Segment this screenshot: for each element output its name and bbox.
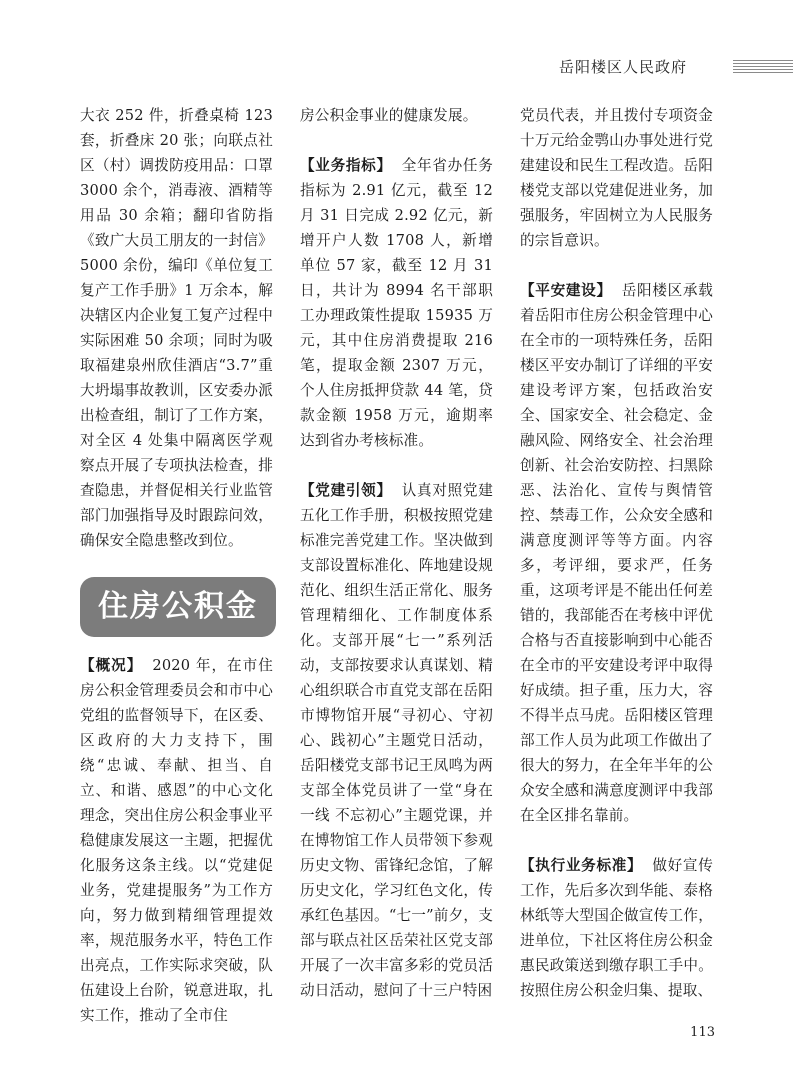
paragraph-text: 认真对照党建五化工作手册，积极按照党建标准完善党建工作。坚决做到支部设置标准化、阵地建设规范化、组织生活正常化、服务管理精细化、工作制度体系化。支部开展“七一”系列活动，支部按要求认真谋划、精心组织联合市直党支部在岳阳市博物馆开展“寻初心、守初心、践初心”主题党日活动，岳阳楼党支部书记王凤鸣为两支部全体党员讲了一堂“身在一线 不忘初心”主题党课，并在博物馆工作人员带领下参观历史文物、雷锋纪念馆，了解历史文化，学习红色文化，传承红色基因。“七一”前夕，支部与联点社区岳荣社区党支部开展了一次丰富多彩的党员活动日活动，慰问了十三户特困: [300, 482, 493, 999]
paragraph-tag: 【执行业务标准】: [520, 857, 643, 874]
paragraph-tag: 【平安建设】: [520, 282, 612, 299]
paragraph-text: 做好宣传工作，先后多次到华能、泰格林纸等大型国企做宣传工作，进单位，下社区将住房公积金惠民政策送到缴存职工手中。按照住房公积金归集、提取、: [520, 857, 713, 999]
column-right: [520, 103, 713, 1003]
page-number: 113: [690, 1025, 715, 1040]
column-left: [80, 103, 273, 1028]
paragraph-overview: [80, 653, 273, 1028]
paragraph-tag: 【业务指标】: [300, 157, 392, 174]
paragraph-business-standards: [520, 853, 713, 1003]
paragraph-safety-construction: [520, 278, 713, 828]
paragraph-text: 2020 年，在市住房公积金管理委员会和市中心党组的监督领导下，在区委、区政府的大力支持下，围绕“忠诚、奉献、担当、自立、和谐、感恩”的中心文化理念，突出住房公积金事业平稳健康发展这一主题，把握优化服务这条主线。以“党建促业务，党建提服务”为工作方向，努力做到精细管理提效率，规范服务水平，特色工作出亮点，工作实际求突破，队伍建设上台阶，锐意进取，扎实工作，推动了全市住: [80, 657, 273, 1024]
paragraph: 大衣 252 件，折叠桌椅 123 套，折叠床 20 张；向联点社区（村）调拨防疫用品：口罩 3000 余个，消毒液、酒精等用品 30 余箱；翻印省防指《致广大员工朋友的一封信》5000 余份，编印《单位复工复产工作手册》1 万余本，解决辖区内企业复工复产过程中实际困难 50 余项；同时为吸取福建泉州欣佳酒店“3.7”重大坍塌事故教训，区安委办派出检查组，制订了工作方案，对全区 4 处集中隔离医学观察点开展了专项执法检查，排查隐患，并督促相关行业监管部门加强指导及时跟踪问效，确保安全隐患整改到位。: [80, 107, 273, 549]
page-header: [0, 0, 793, 92]
paragraph-tag: 【概况】: [80, 657, 143, 674]
paragraph-text: 全年省办任务指标为 2.91 亿元，截至 12 月 31 日完成 2.92 亿元，新增开户人数 1708 人，新增单位 57 家，截至 12 月 31 日，共计为 8994 名干部职工办理政策性提取 15935 万元，其中住房消费提取 216 笔，提取金额 2307 万元，个人住房抵押贷款 44 笔，贷款金额 1958 万元，逾期率达到省办考核标准。: [300, 157, 493, 449]
paragraph: 房公积金事业的健康发展。: [300, 107, 478, 124]
paragraph-text: 岳阳楼区承载着岳阳市住房公积金管理中心在全市的一项特殊任务，岳阳楼区平安办制订了详细的平安建设考评方案，包括政治安全、国家安全、社会稳定、金融风险、网络安全、社会治理创新、社会治安防控、扫黑除恶、法治化、宣传与舆情管控、禁毒工作，公众安全感和满意度测评等等方面。内容多，考评细，要求严，任务重，这项考评是不能出任何差错的，我部能否在考核中评优合格与否直接影响到中心能否在全市的平安建设考评中取得好成绩。担子重，压力大，容不得半点马虎。岳阳楼区管理部工作人员为此项工作做出了很大的努力，在全年半年的公众安全感和满意度测评中我部在全区排名靠前。: [520, 282, 713, 824]
section-title: 住房公积金: [80, 577, 276, 637]
header-rule-decoration: [733, 60, 793, 74]
paragraph-party-building: [300, 478, 493, 1003]
paragraph: 党员代表，并且拨付专项资金十万元给金鹗山办事处进行党建建设和民生工程改造。岳阳楼党支部以党建促进业务，加强服务，牢固树立为人民服务的宗旨意识。: [520, 107, 713, 249]
running-head-title: 岳阳楼区人民政府: [558, 58, 687, 76]
column-middle: [300, 103, 493, 1003]
paragraph-tag: 【党建引领】: [300, 482, 392, 499]
paragraph-business-indicators: [300, 153, 493, 453]
